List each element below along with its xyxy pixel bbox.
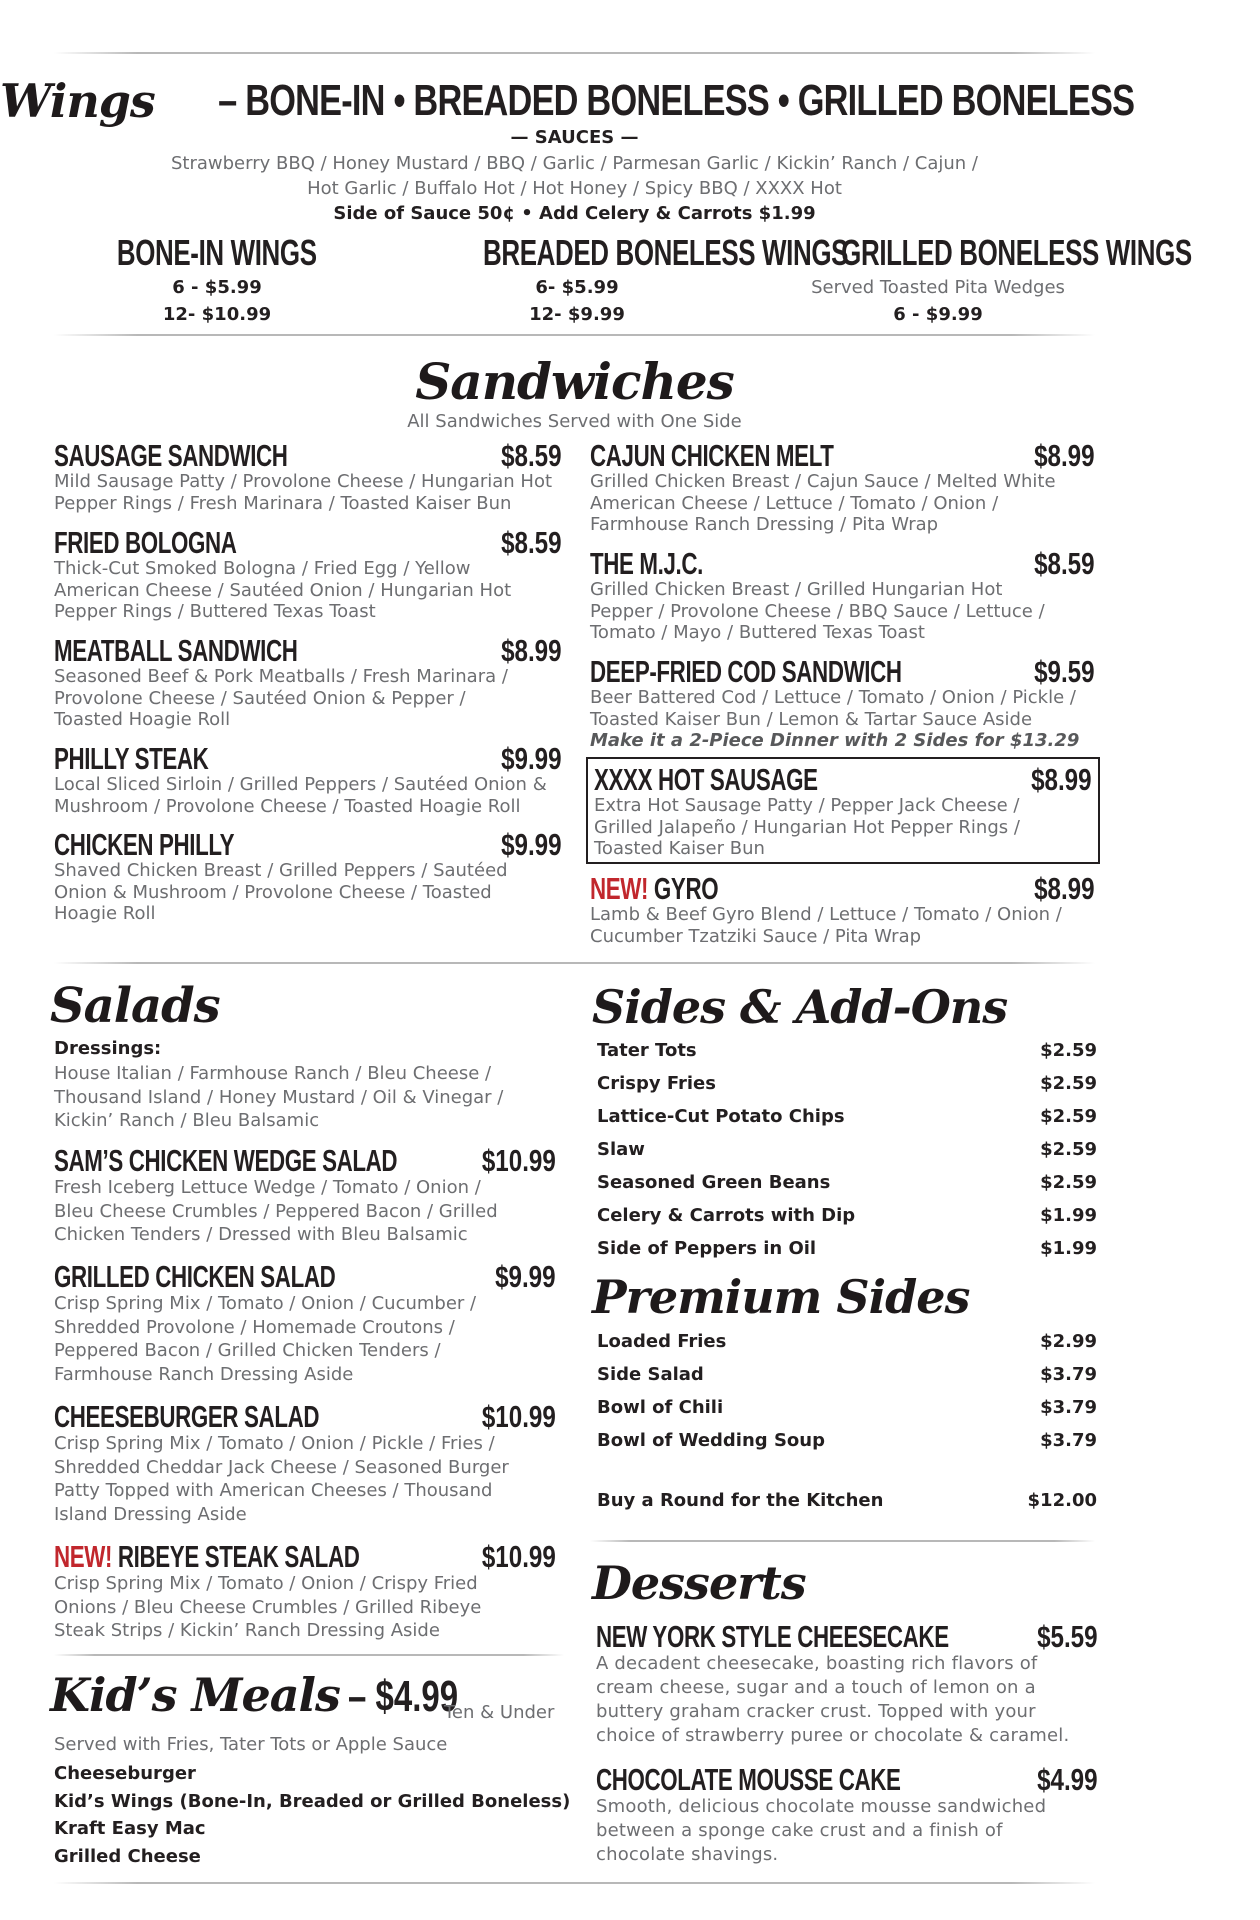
desc-line: Seasoned Beef & Pork Meatballs / Fresh Marinara / (54, 666, 508, 687)
desc-line: Farmhouse Ranch Dressing Aside (54, 1363, 354, 1385)
desc-line: Crisp Spring Mix / Tomato / Onion / Pickle / Fries / (54, 1433, 495, 1454)
side-name: Slaw (597, 1139, 645, 1160)
side-price: $12.00 (1027, 1490, 1097, 1511)
sauce-note: Side of Sauce 50¢ • Add Celery & Carrots $1.99 (333, 203, 816, 224)
item-price: $8.99 (1031, 762, 1092, 797)
side-price: $2.59 (1040, 1139, 1097, 1160)
list-item (597, 1397, 1097, 1430)
item-note: Make it a 2-Piece Dinner with 2 Sides for $13.29 (590, 730, 1080, 751)
item-desc (590, 687, 1095, 730)
menu-item (596, 1762, 1098, 1867)
desc-line: Tomato / Mayo / Buttered Texas Toast (590, 622, 925, 643)
desc-line: Grilled Chicken Breast / Cajun Sauce / Melted White (590, 471, 1056, 492)
item-desc (54, 666, 562, 731)
list-item (597, 1139, 1097, 1172)
breaded-boneless-wings (412, 232, 849, 328)
desc-line: Toasted Kaiser Bun / Lemon & Tartar Sauce Aside (590, 708, 1033, 730)
desc-line: chocolate shavings. (596, 1844, 779, 1865)
dressings-list (54, 1062, 574, 1133)
item-price: $10.99 (482, 1539, 556, 1574)
list-item (597, 1040, 1097, 1073)
top-divider (54, 52, 1095, 54)
item-name: SAUSAGE SANDWICH (54, 438, 288, 473)
desc-line: Toasted Kaiser Bun (594, 838, 765, 859)
kids-served: Served with Fries, Tater Tots or Apple Sauce (54, 1734, 448, 1755)
desc-line: Fresh Iceberg Lettuce Wedge / Tomato / Onion / (54, 1177, 481, 1198)
desc-line: Shredded Provolone / Homemade Croutons / (54, 1316, 455, 1338)
desc-line: Shaved Chicken Breast / Grilled Peppers / Sautéed (54, 860, 508, 881)
item-desc (54, 1176, 556, 1247)
grilled-boneless-wings (773, 232, 1192, 328)
wing-price: 6 - $9.99 (893, 304, 983, 325)
item-price: $8.59 (501, 438, 562, 473)
dressings-label: Dressings: (54, 1038, 162, 1059)
list-item (597, 1331, 1097, 1364)
item-price: $9.99 (495, 1259, 556, 1294)
desc-line: Extra Hot Sausage Patty / Pepper Jack Cheese / (594, 795, 1020, 816)
menu-item (54, 633, 562, 731)
desc-line: Kickin’ Ranch / Bleu Balsamic (54, 1110, 320, 1131)
side-price: $2.59 (1040, 1106, 1097, 1127)
desc-line: Thousand Island / Honey Mustard / Oil & Vinegar / (54, 1086, 504, 1108)
desc-line: Island Dressing Aside (54, 1503, 247, 1525)
item-price: $9.59 (1034, 654, 1095, 689)
item-desc (54, 471, 562, 514)
sauces-label: — SAUCES — (510, 127, 639, 148)
section-divider (590, 1540, 1095, 1542)
desc-line: Pepper / Provolone Cheese / BBQ Sauce / Lettuce / (590, 600, 1045, 622)
desc-line: cream cheese, sugar and a touch of lemon on a (596, 1677, 1036, 1698)
side-price: $2.59 (1040, 1172, 1097, 1193)
side-name: Bowl of Chili (597, 1397, 724, 1418)
side-name: Side Salad (597, 1364, 704, 1385)
side-name: Lattice-Cut Potato Chips (597, 1106, 845, 1127)
desc-line: Grilled Jalapeño / Hungarian Hot Pepper Rings / (594, 816, 1020, 838)
desc-line: Smooth, delicious chocolate mousse sandwiched (596, 1796, 1047, 1817)
item-price: $9.99 (501, 827, 562, 862)
desserts-title: Desserts (592, 1556, 806, 1610)
sauces-line: Strawberry BBQ / Honey Mustard / BBQ / Garlic / Parmesan Garlic / Kickin’ Ranch / Cajun / (171, 153, 978, 174)
item-desc (54, 1572, 556, 1643)
side-name: Tater Tots (597, 1040, 697, 1061)
desc-line: buttery graham cracker crust. Topped with your (596, 1701, 1036, 1722)
wing-title: GRILLED BONELESS WINGS (841, 232, 1192, 273)
desc-line: Crisp Spring Mix / Tomato / Onion / Cucumber / (54, 1293, 477, 1314)
side-price: $2.59 (1040, 1073, 1097, 1094)
kids-price: – $4.99 (348, 1672, 459, 1721)
sandwiches-subtitle: All Sandwiches Served with One Side (407, 411, 742, 432)
desc-line: Hoagie Roll (54, 903, 156, 924)
item-name-text: GYRO (653, 871, 719, 906)
desc-line: Mushroom / Provolone Cheese / Toasted Hoagie Roll (54, 795, 521, 817)
side-name: Celery & Carrots with Dip (597, 1205, 856, 1226)
side-name: Side of Peppers in Oil (597, 1238, 817, 1259)
desc-line: Chicken Tenders / Dressed with Bleu Balsamic (54, 1224, 468, 1245)
sides-title: Sides & Add-Ons (592, 980, 1008, 1034)
item-price: $4.99 (1037, 1762, 1098, 1797)
salads-title: Salads (50, 978, 220, 1034)
item-name: DEEP-FRIED COD SANDWICH (590, 654, 902, 689)
menu-item (590, 438, 1095, 536)
wings-script-title: Wings (0, 74, 155, 128)
featured-item-box (586, 757, 1100, 864)
item-desc (594, 795, 1092, 860)
menu-item (590, 654, 1095, 752)
desc-line: Onions / Bleu Cheese Crumbles / Grilled Ribeye (54, 1596, 482, 1618)
side-price: $3.79 (1040, 1397, 1097, 1418)
side-name: Buy a Round for the Kitchen (597, 1490, 884, 1511)
section-divider (54, 962, 1095, 964)
wing-price: 12- $9.99 (529, 304, 625, 325)
menu-item (54, 1143, 556, 1247)
item-name: THE M.J.C. (590, 546, 703, 581)
item-desc (54, 558, 562, 623)
desc-line: Farmhouse Ranch Dressing / Pita Wrap (590, 514, 939, 535)
desc-line: Toasted Hoagie Roll (54, 709, 231, 730)
kids-list (54, 1760, 570, 1870)
item-name: MEATBALL SANDWICH (54, 633, 298, 668)
list-item: Cheeseburger (54, 1763, 196, 1784)
desc-line: Bleu Cheese Crumbles / Peppered Bacon / Grilled (54, 1200, 498, 1222)
desc-line: House Italian / Farmhouse Ranch / Bleu Cheese / (54, 1063, 492, 1084)
section-divider (54, 334, 1095, 336)
item-desc (590, 579, 1095, 644)
side-name: Bowl of Wedding Soup (597, 1430, 825, 1451)
desc-line: Local Sliced Sirloin / Grilled Peppers / Sautéed Onion & (54, 774, 547, 795)
desc-line: Steak Strips / Kickin’ Ranch Dressing Aside (54, 1620, 440, 1641)
menu-item (54, 827, 562, 925)
item-name (590, 871, 719, 906)
desc-line: Provolone Cheese / Sautéed Onion & Pepper / (54, 687, 466, 709)
item-name: CAJUN CHICKEN MELT (590, 438, 834, 473)
sauces-list (0, 151, 1149, 201)
list-item: Kid’s Wings (Bone-In, Breaded or Grilled Boneless) (54, 1790, 571, 1812)
desc-line: Thick-Cut Smoked Bologna / Fried Egg / Yellow (54, 558, 471, 579)
side-price: $3.79 (1040, 1430, 1097, 1451)
list-item: Grilled Cheese (54, 1845, 201, 1867)
menu-item (590, 546, 1095, 644)
desc-line: Lamb & Beef Gyro Blend / Lettuce / Tomato / Onion / (590, 904, 1062, 925)
item-name: CHEESEBURGER SALAD (54, 1399, 320, 1434)
desc-line: Shredded Cheddar Jack Cheese / Seasoned Burger (54, 1456, 509, 1478)
desc-line: American Cheese / Lettuce / Tomato / Onion / (590, 492, 999, 514)
item-price: $8.59 (501, 525, 562, 560)
item-desc (54, 1432, 556, 1526)
wings-heading-styles: – BONE-IN • BREADED BONELESS • GRILLED BONELESS (218, 76, 1135, 125)
list-item (597, 1106, 1097, 1139)
item-price: $8.99 (1034, 871, 1095, 906)
item-price: $8.99 (501, 633, 562, 668)
kids-age: Ten & Under (444, 1702, 555, 1723)
premium-title: Premium Sides (592, 1270, 970, 1324)
list-item (597, 1238, 1097, 1271)
menu-item (54, 1539, 556, 1643)
item-price: $10.99 (482, 1399, 556, 1434)
list-item (597, 1172, 1097, 1205)
side-name: Loaded Fries (597, 1331, 727, 1352)
list-item (597, 1205, 1097, 1238)
item-desc (596, 1652, 1098, 1748)
desc-line: Mild Sausage Patty / Provolone Cheese / Hungarian Hot (54, 471, 553, 492)
item-name: CHICKEN PHILLY (54, 827, 235, 862)
side-price: $2.59 (1040, 1040, 1097, 1061)
list-item: Kraft Easy Mac (54, 1818, 206, 1839)
menu-item (54, 525, 562, 623)
side-name: Seasoned Green Beans (597, 1172, 831, 1193)
new-badge: NEW! (54, 1539, 113, 1574)
item-name: CHOCOLATE MOUSSE CAKE (596, 1762, 901, 1797)
wings-heading (0, 74, 1149, 128)
desc-line: Pepper Rings / Buttered Texas Toast (54, 601, 376, 622)
menu-item (590, 871, 1095, 947)
side-price: $2.99 (1040, 1331, 1097, 1352)
menu-item (54, 1259, 556, 1386)
menu-item (54, 1399, 556, 1526)
item-name: FRIED BOLOGNA (54, 525, 237, 560)
desc-line: Pepper Rings / Fresh Marinara / Toasted Kaiser Bun (54, 492, 512, 514)
item-desc (596, 1795, 1098, 1867)
side-price: $1.99 (1040, 1238, 1097, 1259)
side-name: Crispy Fries (597, 1073, 716, 1094)
item-price: $5.59 (1037, 1619, 1098, 1654)
item-name: XXXX HOT SAUSAGE (594, 762, 818, 797)
item-desc (54, 1292, 556, 1386)
wing-title: BREADED BONELESS WINGS (482, 232, 849, 273)
item-desc (590, 471, 1095, 536)
kids-title: Kid’s Meals (50, 1668, 340, 1722)
kids-heading (50, 1668, 495, 1722)
menu-item (596, 1619, 1098, 1748)
desc-line: Cucumber Tzatziki Sauce / Pita Wrap (590, 925, 922, 947)
section-divider (54, 1654, 564, 1656)
item-name (54, 1539, 360, 1574)
item-name: NEW YORK STYLE CHEESECAKE (596, 1619, 949, 1654)
wing-price: 6- $5.99 (535, 277, 619, 298)
desc-line: A decadent cheesecake, boasting rich flavors of (596, 1653, 1038, 1674)
side-price: $3.79 (1040, 1364, 1097, 1385)
sauces-line: Hot Garlic / Buffalo Hot / Hot Honey / Spicy BBQ / XXXX Hot (307, 178, 842, 199)
item-desc (590, 904, 1095, 947)
wing-price: 12- $10.99 (162, 304, 272, 325)
item-price: $9.99 (501, 741, 562, 776)
item-price: $8.99 (1034, 438, 1095, 473)
menu-item (54, 741, 562, 817)
desc-line: between a sponge cake crust and a finish of (596, 1820, 1003, 1841)
item-name: SAM’S CHICKEN WEDGE SALAD (54, 1143, 398, 1178)
buy-a-round (597, 1490, 1097, 1523)
item-name: GRILLED CHICKEN SALAD (54, 1259, 336, 1294)
list-item (597, 1364, 1097, 1397)
new-badge: NEW! (590, 871, 649, 906)
wing-title: BONE-IN WINGS (117, 232, 317, 273)
desc-line: Onion & Mushroom / Provolone Cheese / Toasted (54, 881, 492, 903)
menu-item (54, 438, 562, 514)
desc-line: choice of strawberry puree or chocolate & caramel. (596, 1725, 1070, 1746)
wing-note: Served Toasted Pita Wedges (811, 277, 1065, 298)
list-item (597, 1073, 1097, 1106)
item-desc (54, 774, 562, 817)
side-price: $1.99 (1040, 1205, 1097, 1226)
bottom-divider (54, 1882, 1095, 1884)
item-desc (54, 860, 562, 925)
sandwiches-title: Sandwiches (415, 352, 734, 411)
desc-line: Grilled Chicken Breast / Grilled Hungarian Hot (590, 579, 1003, 600)
desc-line: American Cheese / Sautéed Onion / Hungarian Hot (54, 579, 512, 601)
list-item (597, 1430, 1097, 1463)
desc-line: Patty Topped with American Cheeses / Thousand (54, 1480, 493, 1501)
item-price: $10.99 (482, 1143, 556, 1178)
desc-line: Peppered Bacon / Grilled Chicken Tenders / (54, 1340, 441, 1361)
desc-line: Crisp Spring Mix / Tomato / Onion / Crispy Fried (54, 1573, 478, 1594)
item-name: PHILLY STEAK (54, 741, 209, 776)
item-name-text: RIBEYE STEAK SALAD (117, 1539, 360, 1574)
item-price: $8.59 (1034, 546, 1095, 581)
wing-price: 6 - $5.99 (172, 277, 262, 298)
desc-line: Beer Battered Cod / Lettuce / Tomato / Onion / Pickle / (590, 687, 1076, 708)
bone-in-wings (52, 232, 382, 328)
